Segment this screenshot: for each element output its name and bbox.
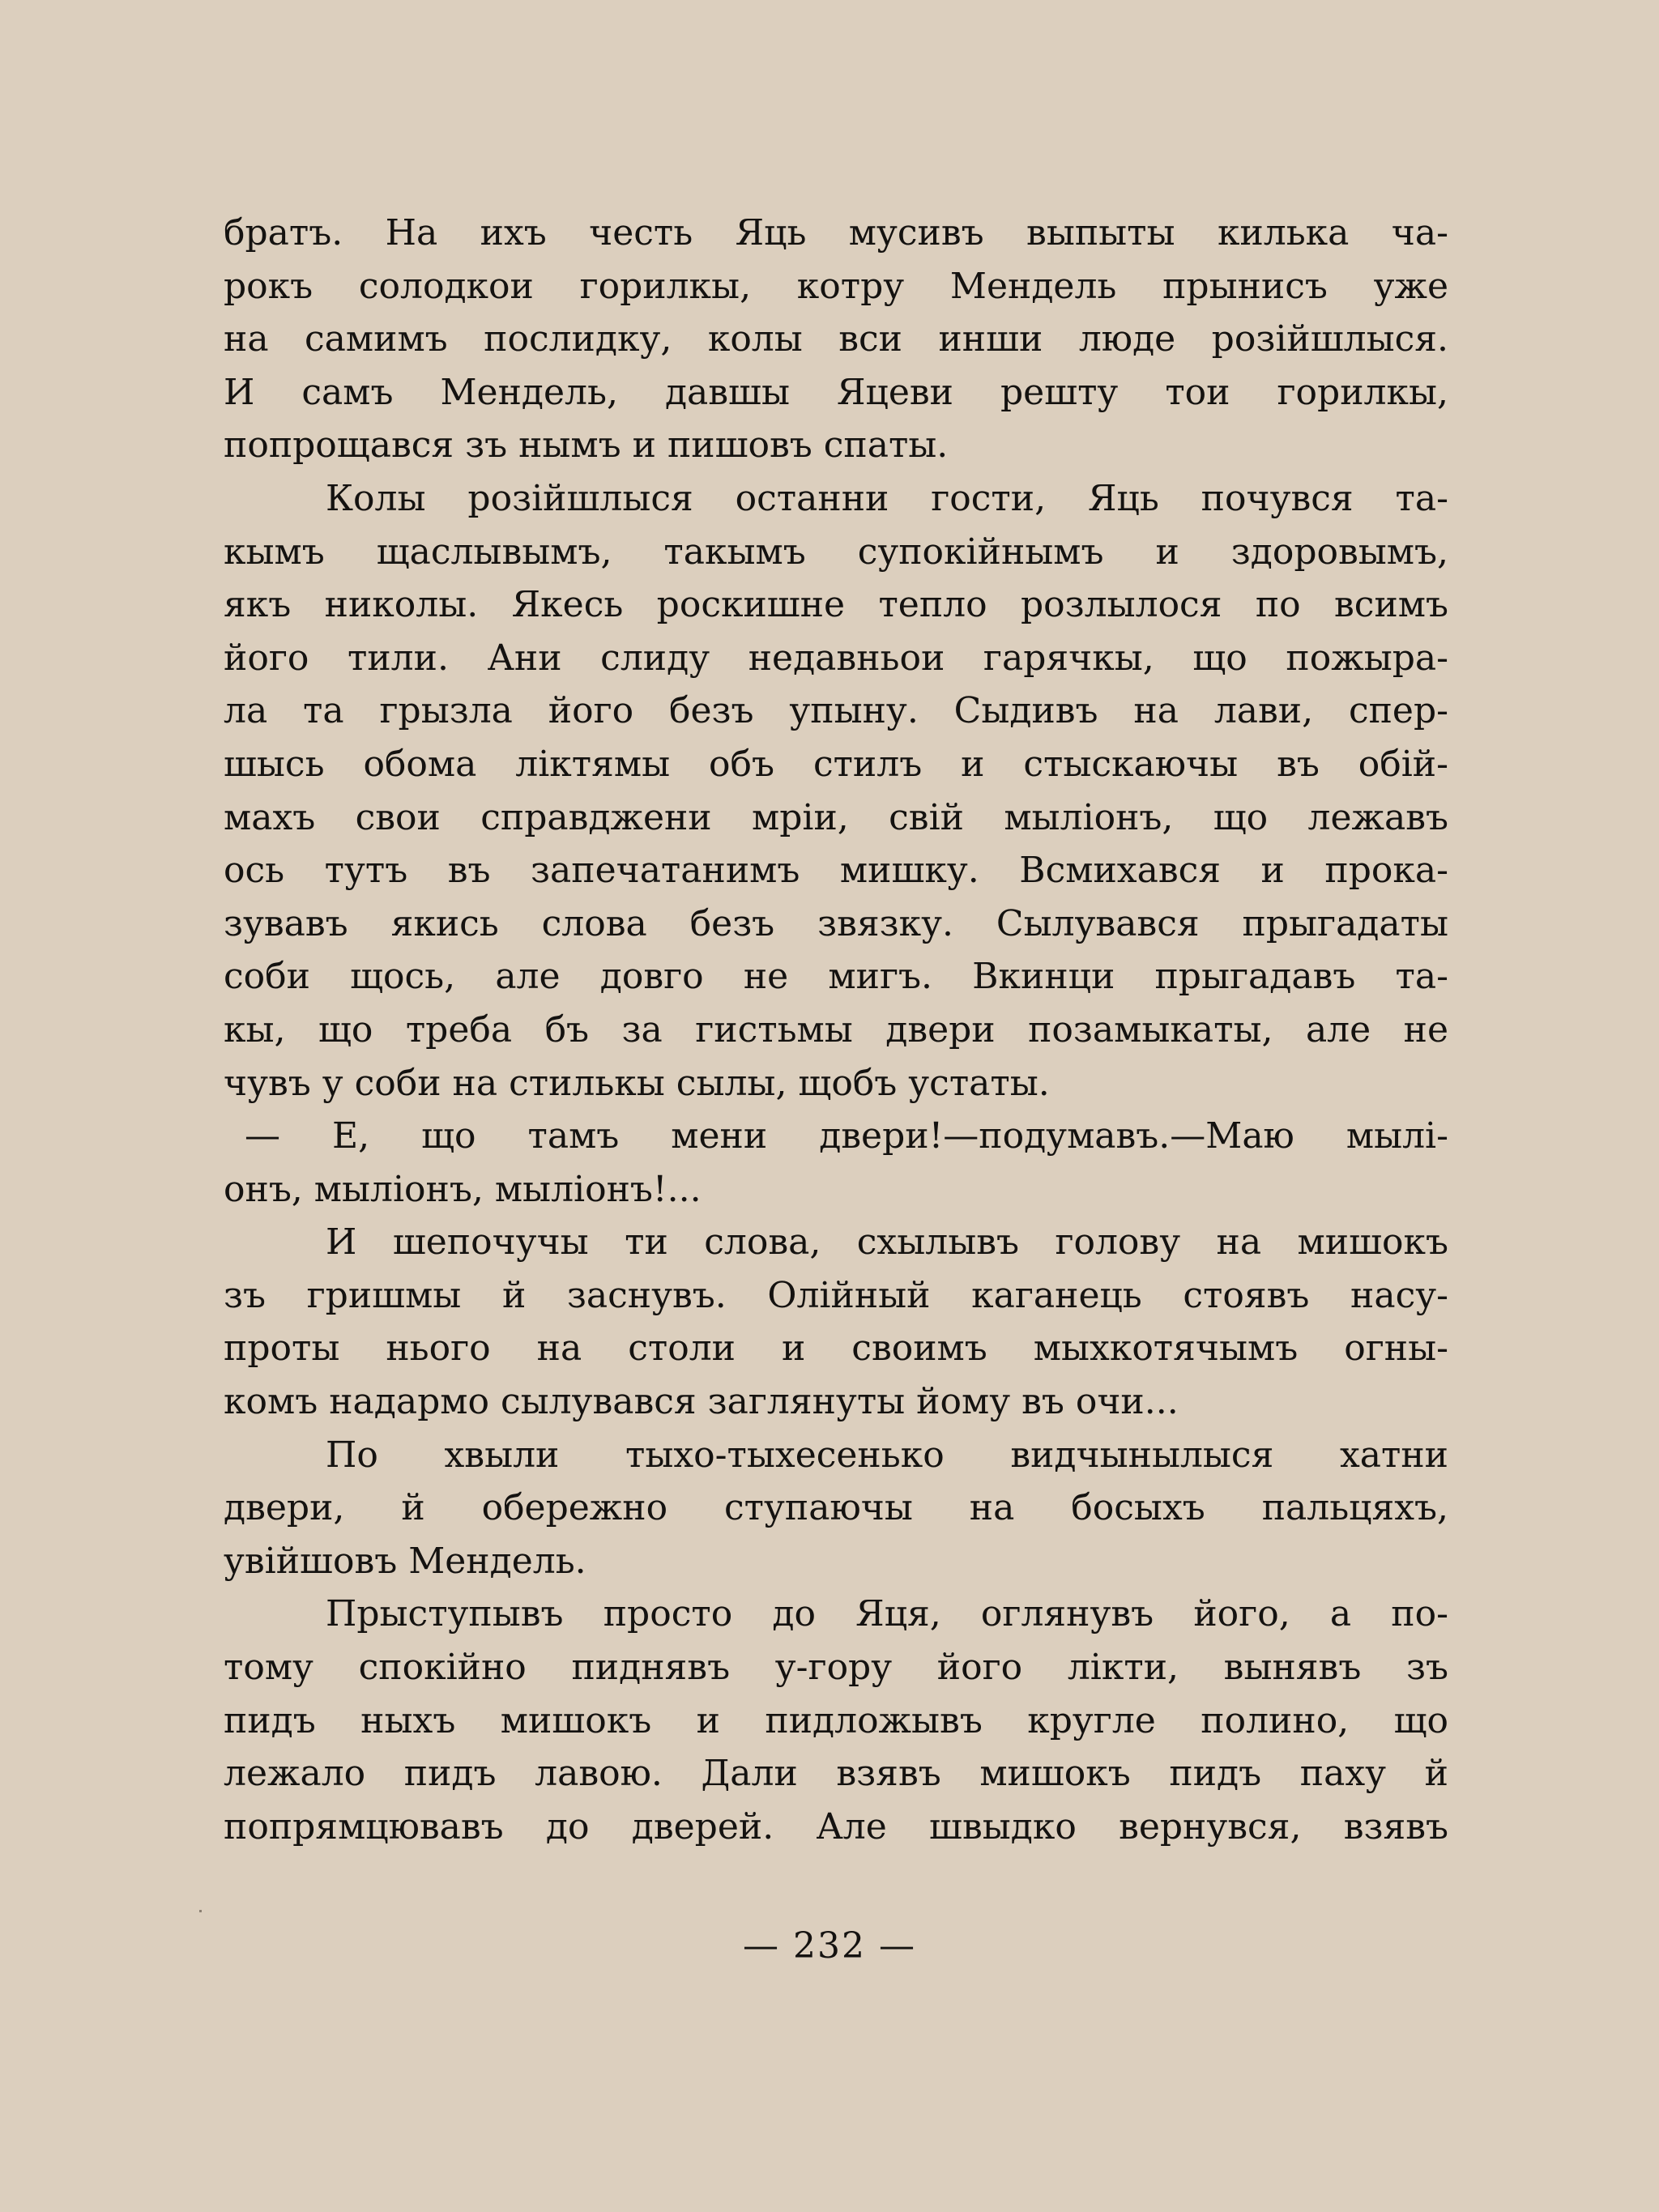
text-line: соби щось, але довго не мигъ. Вкинци прыгадавъ та- bbox=[224, 956, 1448, 998]
text-line: Колы розійшлыся останни гости, Яць почувся та- bbox=[326, 477, 1448, 519]
text-line: шысь обома лiктямы объ стилъ и стыскаючы въ обій- bbox=[224, 743, 1448, 785]
text-line: По хвыли тыхо-тыхесенько видчынылыся хатни bbox=[326, 1434, 1448, 1476]
text-line: пидъ ныхъ мишокъ и пидложывъ кругле полино, що bbox=[224, 1699, 1448, 1741]
text-line: ла та грызла його безъ упыну. Сыдивъ на лави, спер- bbox=[224, 690, 1448, 732]
text-line: чувъ у соби на стилькы сылы, щобъ устаты. bbox=[224, 1062, 1050, 1104]
text-line: зувавъ якись слова безъ звязку. Сылувався прыгадаты bbox=[224, 902, 1448, 944]
text-line: попрощався зъ нымъ и пишовъ спаты. bbox=[224, 424, 949, 467]
text-line: рокъ солодкои горилкы, котру Мендель прынисъ уже bbox=[224, 265, 1448, 307]
text-line: проты нього на столи и своимъ мыхкотячымъ огны- bbox=[224, 1328, 1448, 1370]
text-line: двери, й обережно ступаючы на босыхъ пальцяхъ, bbox=[224, 1487, 1448, 1529]
text-line: попрямцювавъ до дверей. Але швыдко вернувся, взявъ bbox=[224, 1805, 1448, 1848]
text-line: махъ свои справджени мріи, свій мылiонъ, що лежавъ bbox=[224, 796, 1448, 838]
text-line: И самъ Мендель, давшы Яцеви решту тои горилкы, bbox=[224, 371, 1448, 413]
text-line: його тили. Ани слиду недавньои гарячкы, що пожыра- bbox=[224, 637, 1448, 679]
text-line: И шепочучы ти слова, схылывъ голову на мишокъ bbox=[326, 1221, 1448, 1264]
text-line: — Е, що тамъ мени двери!—подумавъ.—Маю мылі- bbox=[245, 1115, 1448, 1157]
text-line: Прыступывъ просто до Яця, оглянувъ його, а по- bbox=[326, 1593, 1448, 1635]
text-line: братъ. На ихъ честь Яць мусивъ выпыты килька ча- bbox=[224, 212, 1448, 254]
text-line: кы, що треба бъ за гистьмы двери позамыкаты, але не bbox=[224, 1008, 1448, 1051]
text-line: ось тутъ въ запечатанимъ мишку. Всмихався и прока- bbox=[224, 850, 1448, 892]
page-text bbox=[224, 207, 1448, 1853]
text-line: увійшовъ Мендель. bbox=[224, 1540, 586, 1582]
text-line: тому спокійно пиднявъ у-гору його лiкти, вынявъ зъ bbox=[224, 1647, 1448, 1689]
text-line: якъ николы. Якесь роскишне тепло розлылося по всимъ bbox=[224, 584, 1448, 626]
text-line: на самимъ послидку, колы вси инши люде розійшлыся. bbox=[224, 318, 1448, 360]
text-line: онъ, мылiонъ, мылiонъ!... bbox=[224, 1168, 702, 1210]
text-line: комъ надармо сылувався заглянуты йому въ очи... bbox=[224, 1381, 1179, 1423]
margin-mark bbox=[199, 1910, 202, 1912]
text-line: зъ гришмы й заснувъ. Олійный каганець стоявъ насу- bbox=[224, 1274, 1448, 1316]
text-line: кымъ щаслывымъ, такымъ супокійнымъ и здоровымъ, bbox=[224, 531, 1448, 573]
text-line: лежало пидъ лавою. Дали взявъ мишокъ пидъ паху й bbox=[224, 1753, 1448, 1795]
page-number: — 232 — bbox=[743, 1925, 916, 1967]
